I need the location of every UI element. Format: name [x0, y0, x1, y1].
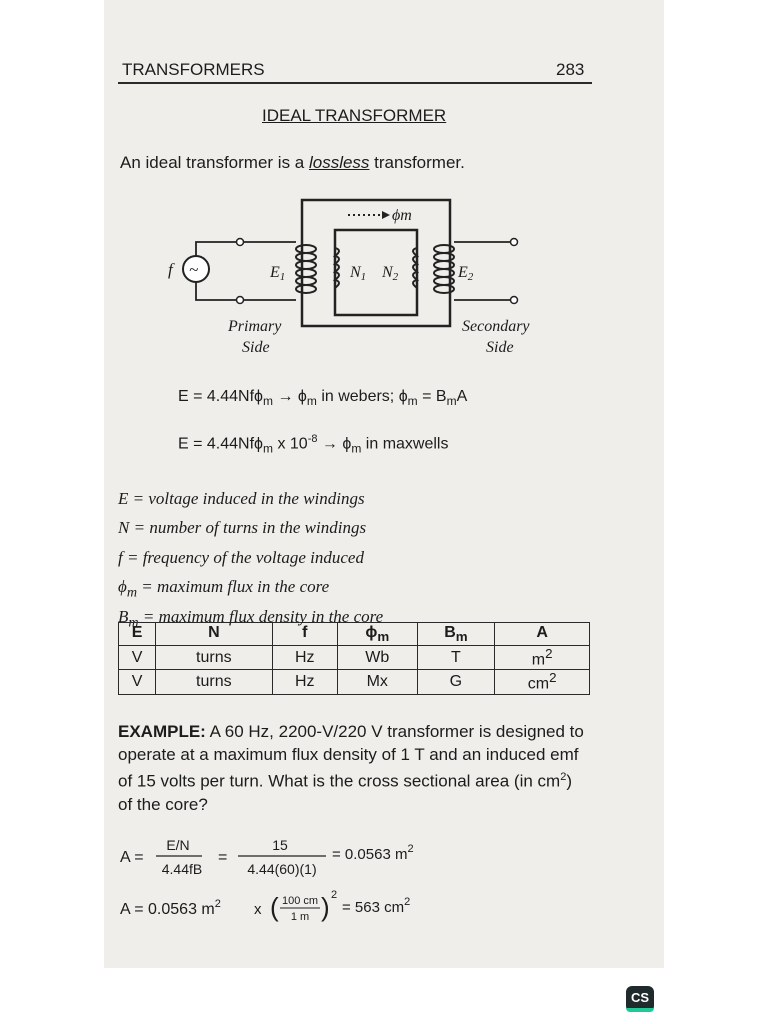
- primary-label-line1: Primary: [228, 318, 282, 335]
- core-outer: [302, 200, 450, 326]
- secondary-terminal-top: [511, 239, 518, 246]
- primary-terminal-top: [237, 239, 244, 246]
- definition-n: N = number of turns in the windings: [118, 518, 367, 538]
- header-rule: [118, 82, 592, 84]
- e2-label: E2: [458, 264, 474, 283]
- transformer-diagram: [160, 190, 560, 365]
- table-header: N: [156, 623, 272, 646]
- table-cell: T: [417, 646, 495, 670]
- solution-calculation: [120, 832, 560, 932]
- table-cell: turns: [156, 670, 272, 694]
- intro-emphasis: lossless: [308, 153, 370, 172]
- table-cell: $m^2$: [495, 646, 590, 670]
- core-window: [335, 230, 417, 315]
- table-header-row: [119, 623, 590, 646]
- paren-exponent: 2: [331, 889, 338, 901]
- section-title: IDEAL TRANSFORMER: [262, 106, 447, 125]
- table-row: [119, 670, 590, 694]
- example-label: EXAMPLE:: [118, 722, 206, 741]
- table-header: f: [272, 623, 337, 646]
- frac3-numerator: 100 cm: [281, 895, 319, 907]
- flux-arrow-head: [382, 211, 390, 219]
- calc-result-2: = 563 $cm^2$: [342, 896, 411, 916]
- definition-f: f = frequency of the voltage induced: [118, 547, 364, 567]
- secondary-terminal-bottom: [511, 297, 518, 304]
- definition-phi-m: $\phi_m$ = maximum flux in the core: [118, 577, 330, 601]
- calc-lhs-2: A = 0.0563 $m^2$: [120, 898, 221, 918]
- intro-suffix: transformer.: [369, 153, 465, 172]
- calc-result-1: = 0.0563 $m^2$: [332, 843, 414, 863]
- table-cell: Hz: [272, 670, 337, 694]
- table-cell: V: [119, 646, 156, 670]
- primary-coil: [296, 245, 316, 293]
- secondary-label-line2: Side: [486, 339, 514, 356]
- equation-maxwells: E = 4.44Nfϕ$_m$ x $10^{-8} \to \phi_m$ in maxwells: [178, 433, 449, 456]
- table-cell: $cm^2$: [495, 670, 590, 694]
- n2-label: N2: [382, 264, 399, 283]
- frequency-label: f: [168, 260, 173, 279]
- calc-times: x: [254, 901, 262, 918]
- running-header-title: TRANSFORMERS: [122, 60, 265, 79]
- variable-definitions: [118, 487, 383, 634]
- frac2-numerator: 15: [272, 837, 288, 853]
- flux-label: ϕm: [392, 207, 412, 224]
- table-header: $\phi_m$: [337, 623, 417, 646]
- example-problem: EXAMPLE: A 60 Hz, 2200-V/220 V transformer is designed to operate at a maximum flux density of 1 T and an induced emf of 15 volts per turn. What is the cross sectional area (in $cm^2$) of the core?: [118, 722, 584, 814]
- table-cell: Wb: [337, 646, 417, 670]
- equation-webers: $E = 4.44Nf\phi_m \to \phi_m$ in webers; $\phi_m = B_mA$: [178, 388, 468, 409]
- table-cell: Hz: [272, 646, 337, 670]
- frac2-denominator: 4.44(60)(1): [247, 861, 317, 877]
- units-table: [118, 622, 590, 695]
- table-header: $B_m$: [417, 623, 495, 646]
- e1-label: E1: [270, 264, 286, 283]
- table-row: [119, 646, 590, 670]
- definition-e: E = voltage induced in the windings: [118, 489, 365, 508]
- n1-label: N1: [350, 264, 367, 283]
- table-cell: Mx: [337, 670, 417, 694]
- table-cell: turns: [156, 646, 272, 670]
- open-paren: (: [270, 892, 279, 922]
- table-cell: G: [417, 670, 495, 694]
- intro-sentence: [120, 153, 465, 173]
- primary-label-line2: Side: [242, 339, 270, 356]
- frac1-numerator: E/N: [166, 837, 190, 853]
- primary-terminal-bottom: [237, 297, 244, 304]
- table-cell: V: [119, 670, 156, 694]
- close-paren: ): [321, 892, 330, 922]
- definition-b-m: $B_m$ = maximum flux density in the core: [118, 606, 384, 630]
- frac1-denominator: 4.44fB: [161, 861, 203, 877]
- secondary-label-line1: Secondary: [462, 318, 530, 335]
- camscanner-badge: CS: [626, 986, 654, 1012]
- table-header: E: [119, 623, 156, 646]
- ac-source-symbol: ~: [189, 260, 199, 279]
- table-header: A: [495, 623, 590, 646]
- intro-prefix: An ideal transformer is a: [120, 153, 309, 172]
- calc-lhs-1: A =: [120, 849, 144, 866]
- book-page: [104, 0, 664, 968]
- frac3-denominator: 1 m: [290, 911, 310, 923]
- page-number: 283: [556, 60, 585, 79]
- calc-equals: =: [218, 849, 228, 866]
